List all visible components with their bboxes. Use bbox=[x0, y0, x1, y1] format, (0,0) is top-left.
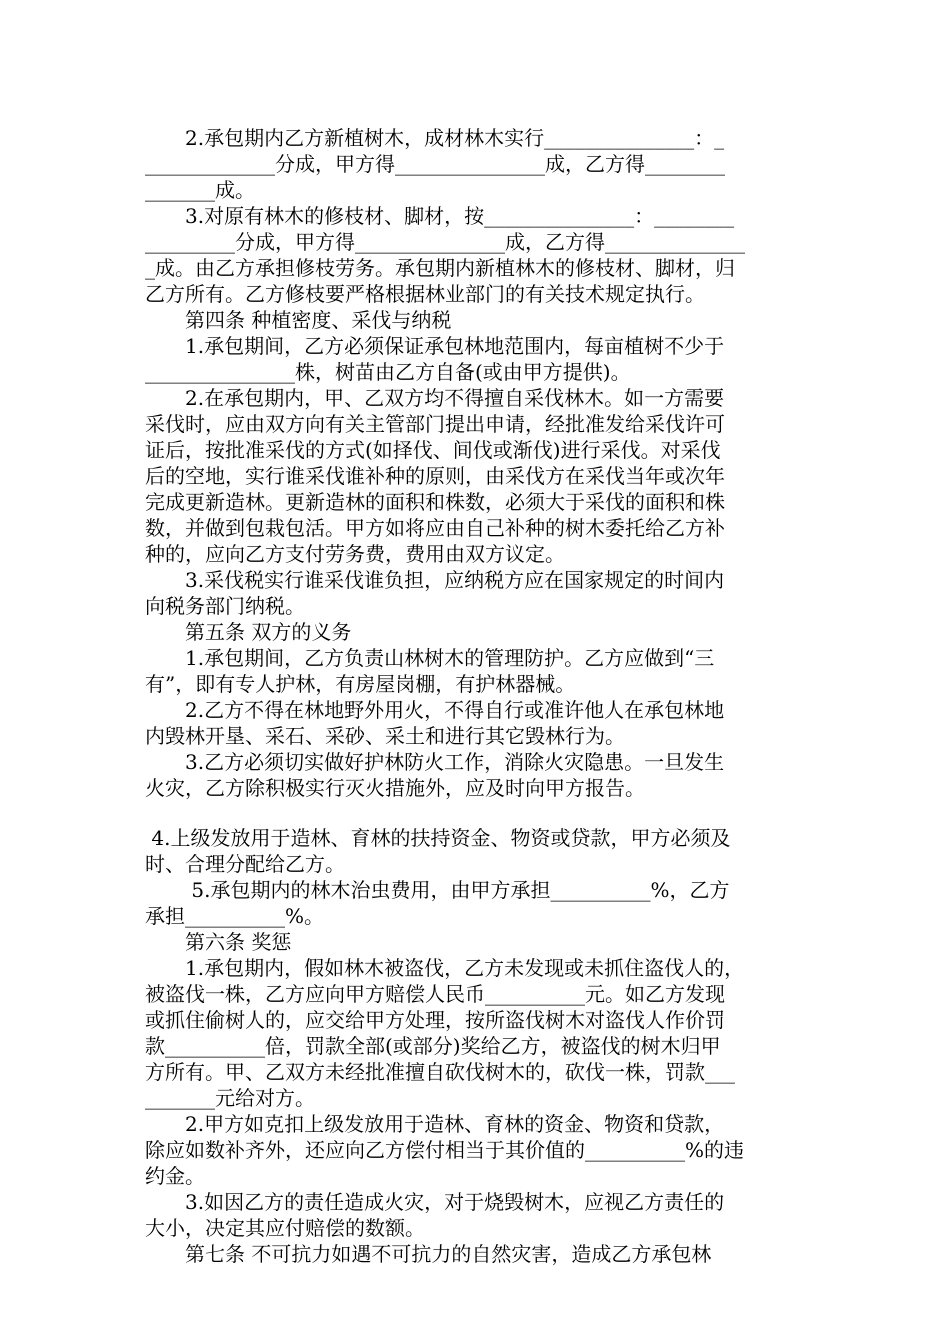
text-line: 2.在承包期内，甲、乙双方均不得擅自采伐林木。如一方需要 bbox=[145, 386, 725, 410]
text-line: 完成更新造林。更新造林的面积和株数，必须大于采伐的面积和株 bbox=[145, 490, 725, 514]
text-line: 1.承包期间，乙方必须保证承包林地范围内，每亩植树不少于 bbox=[145, 334, 725, 358]
text-line: 或抓住偷树人的，应交给甲方处理，按所盗伐树木对盗伐人作价罚 bbox=[145, 1008, 725, 1032]
text-line: _______元给对方。 bbox=[145, 1086, 315, 1110]
text-line: _____________分成，甲方得_______________成，乙方得________ bbox=[145, 152, 725, 176]
text-line: 2.乙方不得在林地野外用火，不得自行或准许他人在承包林地 bbox=[145, 698, 725, 722]
section-heading: 第五条 双方的义务 bbox=[145, 620, 352, 644]
text-line: 证后，按批准采伐的方式(如择伐、间伐或渐伐)进行采伐。对采伐 bbox=[145, 438, 721, 462]
text-line: 除应如数补齐外，还应向乙方偿付相当于其价值的__________%的违 bbox=[145, 1138, 745, 1162]
text-line: 3.对原有林木的修枝材、脚材，按_______________：________ bbox=[145, 204, 735, 228]
text-line: 3.采伐税实行谁采伐谁负担，应纳税方应在国家规定的时间内 bbox=[145, 568, 725, 592]
text-line: 乙方所有。乙方修枝要严格根据林业部门的有关技术规定执行。 bbox=[145, 282, 705, 306]
text-line: _________分成，甲方得_______________成，乙方得______________ bbox=[145, 230, 745, 254]
text-line: 有”，即有专人护林，有房屋岗棚，有护林器械。 bbox=[145, 672, 576, 696]
text-line: 种的，应向乙方支付劳务费，费用由双方议定。 bbox=[145, 542, 565, 566]
text-line: 款__________倍，罚款全部(或部分)奖给乙方，被盗伐的树木归甲 bbox=[145, 1034, 721, 1058]
text-line: 被盗伐一株，乙方应向甲方赔偿人民币__________元。如乙方发现 bbox=[145, 982, 725, 1006]
text-line: 时、合理分配给乙方。 bbox=[145, 852, 345, 876]
text-line: 内毁林开垦、采石、采砂、采土和进行其它毁林行为。 bbox=[145, 724, 625, 748]
text-line: 大小，决定其应付赔偿的数额。 bbox=[145, 1216, 425, 1240]
text-line: 向税务部门纳税。 bbox=[145, 594, 305, 618]
text-line: 方所有。甲、乙双方未经批准擅自砍伐树木的，砍伐一株，罚款___ bbox=[145, 1060, 735, 1084]
text-line: 1.承包期内，假如林木被盗伐，乙方未发现或未抓住盗伐人的， bbox=[145, 956, 745, 980]
text-line: 火灾，乙方除积极实行灭火措施外，应及时向甲方报告。 bbox=[145, 776, 645, 800]
text-line: 数，并做到包栽包活。甲方如将应由自己补种的树木委托给乙方补 bbox=[145, 516, 725, 540]
text-line: 4.上级发放用于造林、育林的扶持资金、物资或贷款，甲方必须及 bbox=[145, 826, 731, 850]
text-line: 2.承包期内乙方新植树木，成材林木实行_______________：_ bbox=[145, 126, 725, 150]
section-heading: 第六条 奖惩 bbox=[145, 930, 292, 954]
text-line: _成。由乙方承担修枝劳务。承包期内新植林木的修枝材、脚材，归 bbox=[145, 256, 735, 280]
section-heading: 第四条 种植密度、采伐与纳税 bbox=[145, 308, 452, 332]
text-line: _______________株，树苗由乙方自备(或由甲方提供)。 bbox=[145, 360, 631, 384]
text-line: 采伐时，应由双方向有关主管部门提出申请，经批准发给采伐许可 bbox=[145, 412, 725, 436]
text-line: 5.承包期内的林木治虫费用，由甲方承担__________%，乙方 bbox=[145, 878, 730, 902]
text-line: 2.甲方如克扣上级发放用于造林、育林的资金、物资和贷款， bbox=[145, 1112, 725, 1136]
text-line: 3.如因乙方的责任造成火灾，对于烧毁树木，应视乙方责任的 bbox=[145, 1190, 725, 1214]
text-line: _______成。 bbox=[145, 178, 255, 202]
section-heading: 第七条 不可抗力如遇不可抗力的自然灾害，造成乙方承包林 bbox=[145, 1242, 712, 1266]
text-line: 承担__________%。 bbox=[145, 904, 325, 928]
text-line: 约金。 bbox=[145, 1164, 205, 1188]
text-line: 后的空地，实行谁采伐谁补种的原则，由采伐方在采伐当年或次年 bbox=[145, 464, 725, 488]
text-line: 3.乙方必须切实做好护林防火工作，消除火灾隐患。一旦发生 bbox=[145, 750, 725, 774]
text-line: 1.承包期间，乙方负责山林树木的管理防护。乙方应做到“三 bbox=[145, 646, 715, 670]
